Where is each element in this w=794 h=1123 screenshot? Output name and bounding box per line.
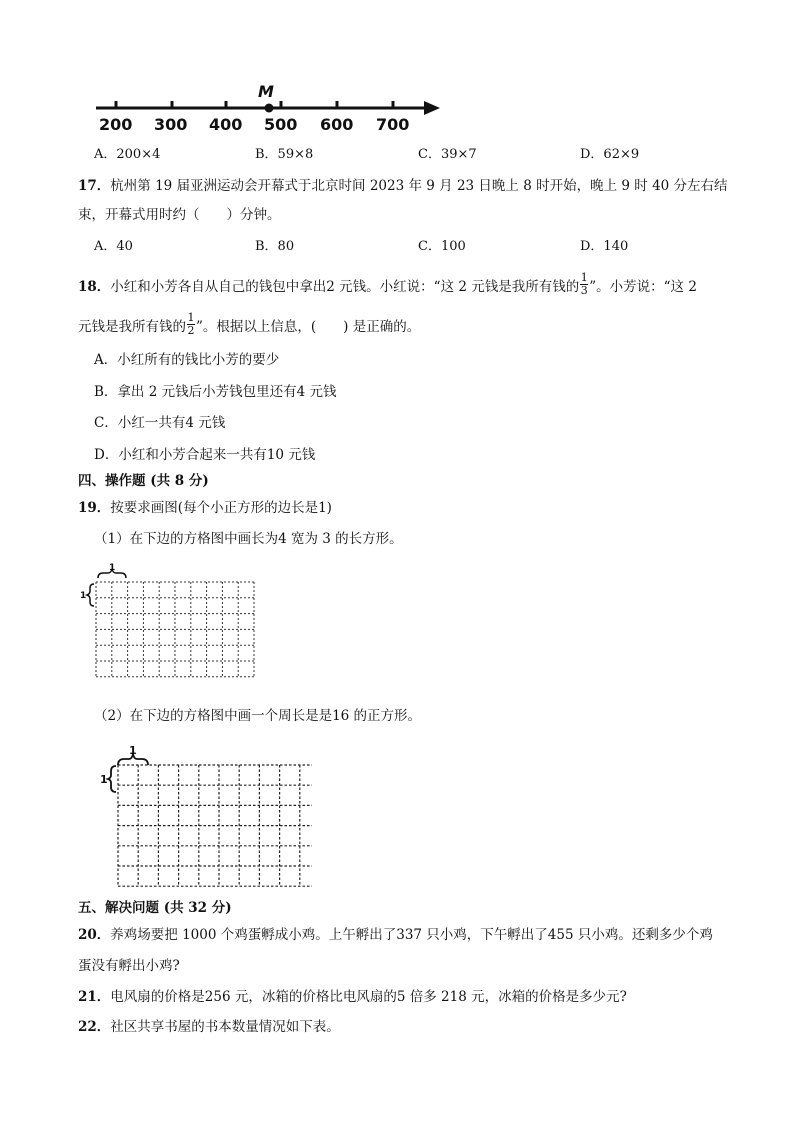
q18-option-c[interactable]: C．小红一共有4 元钱	[94, 415, 226, 431]
fraction-one-third-numerator: 1	[580, 271, 588, 284]
q22-line	[78, 1018, 340, 1036]
grid-1[interactable]	[80, 563, 262, 689]
fraction-one-half-denominator: 2	[187, 324, 195, 337]
grid-2-unit-brace-left	[108, 766, 116, 792]
fraction-one-half-numerator: 1	[187, 311, 195, 324]
q17-option-d[interactable]: D．140	[580, 239, 629, 254]
grid-1-unit-brace-left	[87, 584, 94, 606]
q18-line-2	[78, 311, 421, 339]
fraction-one-half	[187, 313, 195, 336]
q18-option-d[interactable]: D．小红和小芳合起来一共有10 元钱	[94, 447, 316, 463]
q17-line-1	[78, 177, 728, 195]
q18-option-b[interactable]: B．拿出 2 元钱后小芳钱包里还有4 元钱	[94, 384, 337, 400]
q16-option-b[interactable]: B．59×8	[255, 147, 314, 162]
q17-number: 17．	[78, 178, 111, 194]
point-m-label: M	[258, 82, 274, 101]
q17-line-2: 束，开幕式用时约（ ）分钟。	[78, 207, 281, 223]
number-line	[92, 82, 452, 134]
grid-2-unit-label-left: 1	[100, 773, 108, 786]
grid-2-unit-label-top: 1	[129, 744, 137, 757]
q18-line-1	[78, 271, 697, 299]
grid-1-unit-label-left: 1	[80, 591, 87, 601]
tick-label-500: 500	[264, 115, 298, 134]
q19-part-1: （1）在下边的方格图中画长为4 宽为 3 的长方形。	[94, 531, 403, 547]
q16-option-c[interactable]: C．39×7	[418, 147, 477, 162]
tick-label-200: 200	[99, 115, 133, 134]
q20-line-2: 蛋没有孵出小鸡?	[78, 958, 180, 974]
number-line-arrow	[424, 101, 440, 115]
tick-label-400: 400	[209, 115, 243, 134]
tick-label-700: 700	[376, 115, 410, 134]
q17-option-c[interactable]: C．100	[418, 239, 466, 254]
q22-text: 社区共享书屋的书本数量情况如下表。	[110, 1019, 340, 1035]
point-m-marker	[265, 104, 274, 113]
q20-number: 20．	[78, 927, 111, 943]
q21-text: 电风扇的价格是256 元，冰箱的价格比电风扇的5 倍多 218 元，冰箱的价格是多少元?	[110, 989, 627, 1005]
fraction-one-third	[580, 273, 588, 296]
q19-number: 19．	[78, 500, 111, 516]
q16-option-a[interactable]: A．200×4	[94, 147, 161, 162]
q18-text-1b: ”。小芳说：“这 2	[589, 279, 697, 295]
section-4-title: 四、操作题 (共 8 分)	[78, 473, 209, 489]
tick-label-300: 300	[154, 115, 188, 134]
grid-2[interactable]	[100, 743, 312, 891]
q19-part-2: （2）在下边的方格图中画一个周长是是16 的正方形。	[94, 708, 422, 724]
q19-line	[78, 499, 332, 517]
q18-text-1a: 小红和小芳各自从自己的钱包中拿出2 元钱。小红说：“这 2 元钱是我所有钱的	[110, 279, 580, 295]
grid-1-unit-label-top: 1	[109, 563, 116, 573]
q18-option-a[interactable]: A．小红所有的钱比小芳的要少	[94, 352, 280, 368]
q21-line	[78, 988, 627, 1006]
section-5-title: 五、解决问题 (共 32 分)	[78, 900, 232, 916]
q18-text-2a: 元钱是我所有钱的	[78, 319, 186, 335]
q16-option-d[interactable]: D．62×9	[580, 147, 640, 162]
tick-label-600: 600	[320, 115, 354, 134]
q18-number: 18．	[78, 279, 111, 295]
q17-option-a[interactable]: A．40	[94, 239, 133, 254]
q20-text-1: 养鸡场要把 1000 个鸡蛋孵成小鸡。上午孵出了337 只小鸡，下午孵出了455 只小鸡。还剩多少个鸡	[110, 927, 713, 943]
q18-text-2b: ”。根据以上信息，( ) 是正确的。	[196, 319, 421, 335]
q17-text-1: 杭州第 19 届亚洲运动会开幕式于北京时间 2023 年 9 月 23 日晚上 8 时开始，晚上 9 时 40 分左右结	[110, 178, 728, 194]
q19-text: 按要求画图(每个小正方形的边长是1)	[110, 500, 332, 516]
q17-option-b[interactable]: B．80	[255, 239, 295, 254]
fraction-one-third-denominator: 3	[580, 284, 588, 297]
q22-number: 22．	[78, 1019, 111, 1035]
q20-line-1	[78, 926, 713, 944]
q21-number: 21．	[78, 989, 111, 1005]
